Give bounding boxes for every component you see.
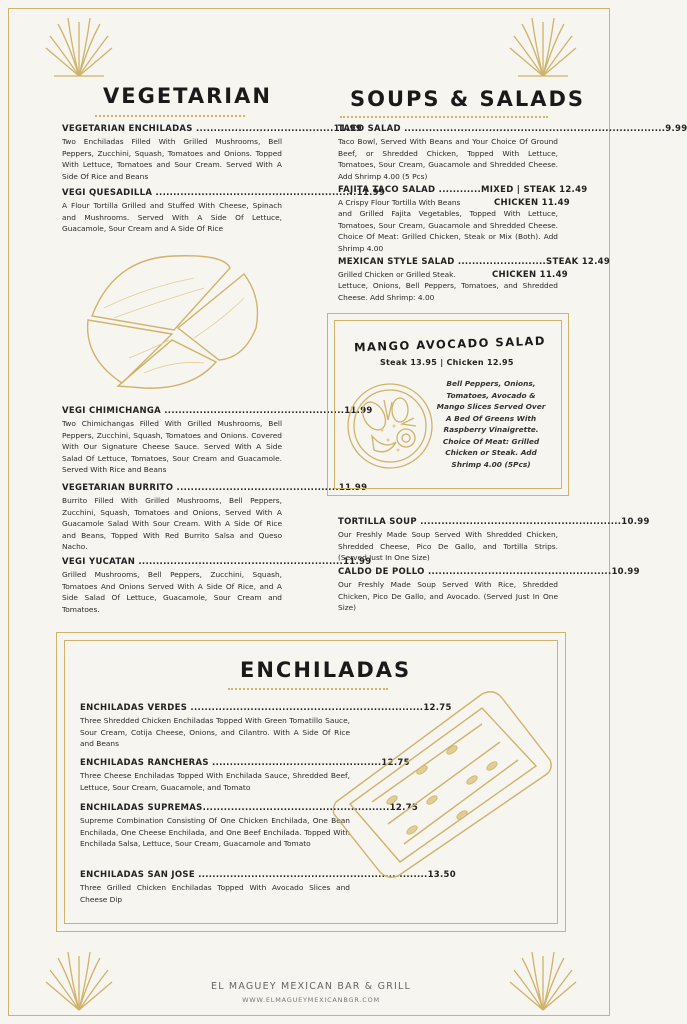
menu-item-desc: Two Chimichangas Filled With Grilled Mushrooms, Bell Peppers, Zucchini, Squash, Tomatoes and Onions. Covered With Our Signature Cheese Sauce. Served With A Side Salad Of Lettuce, Tomatoes, Sour Cream and Guacamole. Served With Rice and Beans	[62, 419, 282, 474]
mango-salad-desc: Bell Peppers, Onions, Tomatoes, Avocado & Mango Slices Served Over A Bed Of Greens With Raspberry Vinaigrette. Choice Of Meat: Grilled Chicken or Steak. Add Shrimp 4.00 (5Pcs)	[436, 379, 546, 469]
quesadilla-illustration	[84, 248, 264, 393]
menu-item-desc: A Crispy Flour Tortilla With Beans	[338, 198, 461, 207]
menu-item-desc: Two Enchiladas Filled With Grilled Mushrooms, Bell Peppers, Zucchini, Squash, Tomatoes and Onions. Topped With Lettuce, Tomatoes and Sour Cream. Served With A Side Of Rice and Beans	[62, 137, 282, 181]
menu-item-name: MEXICAN STYLE SALAD .........................STEAK 12.49	[338, 257, 611, 267]
menu-item-name: ENCHILADAS SAN JOSE .................................................................13.50	[80, 870, 456, 880]
restaurant-name: EL MAGUEY MEXICAN BAR & GRILL	[211, 981, 411, 992]
soups-salads-title: SOUPS & SALADS	[350, 87, 586, 111]
restaurant-website[interactable]: WWW.ELMAGUEYMEXICANBGR.COM	[242, 996, 380, 1004]
agave-icon	[44, 14, 114, 78]
menu-item-desc: Three Shredded Chicken Enchiladas Topped With Green Tomatillo Sauce, Sour Cream, Cotija Cheese, Onions, and Cilantro. With A Side Of Rice and Beans	[80, 716, 350, 748]
agave-icon	[508, 14, 578, 78]
menu-item-desc: Three Grilled Chicken Enchiladas Topped With Avocado Slices and Cheese Dip	[80, 883, 350, 904]
menu-item-desc: Grilled Mushrooms, Bell Peppers, Zucchini, Squash, Tomatoes And Onions Served With A Side Of Rice, and A Side Salad Of Lettuce, Guacamole, Sour Cream and Tomatoes.	[62, 570, 282, 614]
menu-item-name: TACO SALAD ..........................................................................9.99	[338, 124, 687, 134]
menu-item-desc: Lettuce, Onions, Bell Peppers, Tomatoes, and Shredded Cheese. Add Shrimp: 4.00	[338, 281, 558, 302]
menu-item-desc: and Grilled Fajita Vegetables, Topped With Lettuce, Tomatoes, Sour Cream, Guacamole and Shredded Cheese. Choice Of Meat: Grilled Chicken, Steak or Mix (Both). Add Shrimp 4.00	[338, 209, 558, 253]
menu-item-price: CHICKEN 11.49	[492, 270, 569, 280]
vegetarian-title: VEGETARIAN	[103, 84, 272, 108]
enchilada-tray-illustration	[332, 690, 554, 880]
menu-item-name: VEGETARIAN BURRITO ..............................................11.99	[62, 483, 368, 493]
title-underline	[340, 116, 548, 118]
menu-item-desc: Burrito Filled With Grilled Mushrooms, Bell Peppers, Zucchini, Squash, Tomatoes and Onions, Served With A Guacamole Salad With Sour Cream. With A Side Of Rice and Beans, Topped With Red Burrito Salsa and Queso Nacho.	[62, 496, 282, 551]
menu-item-name: ENCHILADAS VERDES ..................................................................12.75	[80, 703, 452, 713]
menu-item-name: ENCHILADAS RANCHERAS ................................................12.75	[80, 758, 410, 768]
menu-item-name: ENCHILADAS SUPREMAS.....................................................12.75	[80, 803, 419, 813]
menu-item-name: TORTILLA SOUP .........................................................10.99	[338, 517, 650, 527]
menu-item-desc: Taco Bowl, Served With Beans and Your Choice Of Ground Beef, or Shredded Chicken, Topped With Lettuce, Tomatoes, Sour Cream, Guacamole and Shredded Cheese. Add Shrimp 4.00 (5 Pcs)	[338, 137, 558, 181]
menu-item-name: VEGI QUESADILLA .........................................................11.99	[62, 188, 386, 198]
menu-item-name: VEGI YUCATAN ..........................................................11.99	[62, 557, 372, 567]
mango-salad-title: MANGO AVOCADO SALAD	[353, 333, 547, 355]
menu-item-name: CALDO DE POLLO ....................................................10.99	[338, 567, 640, 577]
menu-item-desc: Grilled Chicken or Grilled Steak.	[338, 270, 456, 279]
menu-item-name: FAJITA TACO SALAD ............MIXED | STEAK 12.49	[338, 185, 588, 195]
enchiladas-title: ENCHILADAS	[240, 658, 412, 682]
menu-item-desc: Three Cheese Enchiladas Topped With Enchilada Sauce, Shredded Beef, Lettuce, Sour Cream, Guacamole, and Tomato	[80, 771, 350, 792]
mango-salad-illustration	[344, 380, 436, 472]
menu-item-desc: Our Freshly Made Soup Served With Shredded Chicken, Shredded Cheese, Pico De Gallo, and Tortilla Strips. (Served Just In One Size)	[338, 530, 558, 562]
menu-item-name: VEGETARIAN ENCHILADAS .......................................11.99	[62, 124, 363, 134]
menu-item-name: VEGI CHIMICHANGA ...................................................11.99	[62, 406, 373, 416]
menu-item-desc: Supreme Combination Consisting Of One Chicken Enchilada, One Bean Enchilada, One Cheese Enchilada, and One Beef Enchilada. Topped With Enchilada Salsa, Lettuce, Sour Cream, Guacamole and Tomato	[80, 816, 350, 848]
menu-item-desc: A Flour Tortilla Grilled and Stuffed With Cheese, Spinach and Mushrooms. Served With A Side Of Lettuce, Guacamole, Sour Cream and A Side Of Rice	[62, 201, 282, 233]
menu-item-price: CHICKEN 11.49	[494, 198, 571, 208]
menu-item-desc: Our Freshly Made Soup Served With Rice, Shredded Chicken, Pico De Gallo, and Avocado. (Served Just In One Size)	[338, 580, 558, 612]
mango-salad-prices: Steak 13.95 | Chicken 12.95	[380, 358, 514, 367]
title-underline	[95, 115, 245, 117]
